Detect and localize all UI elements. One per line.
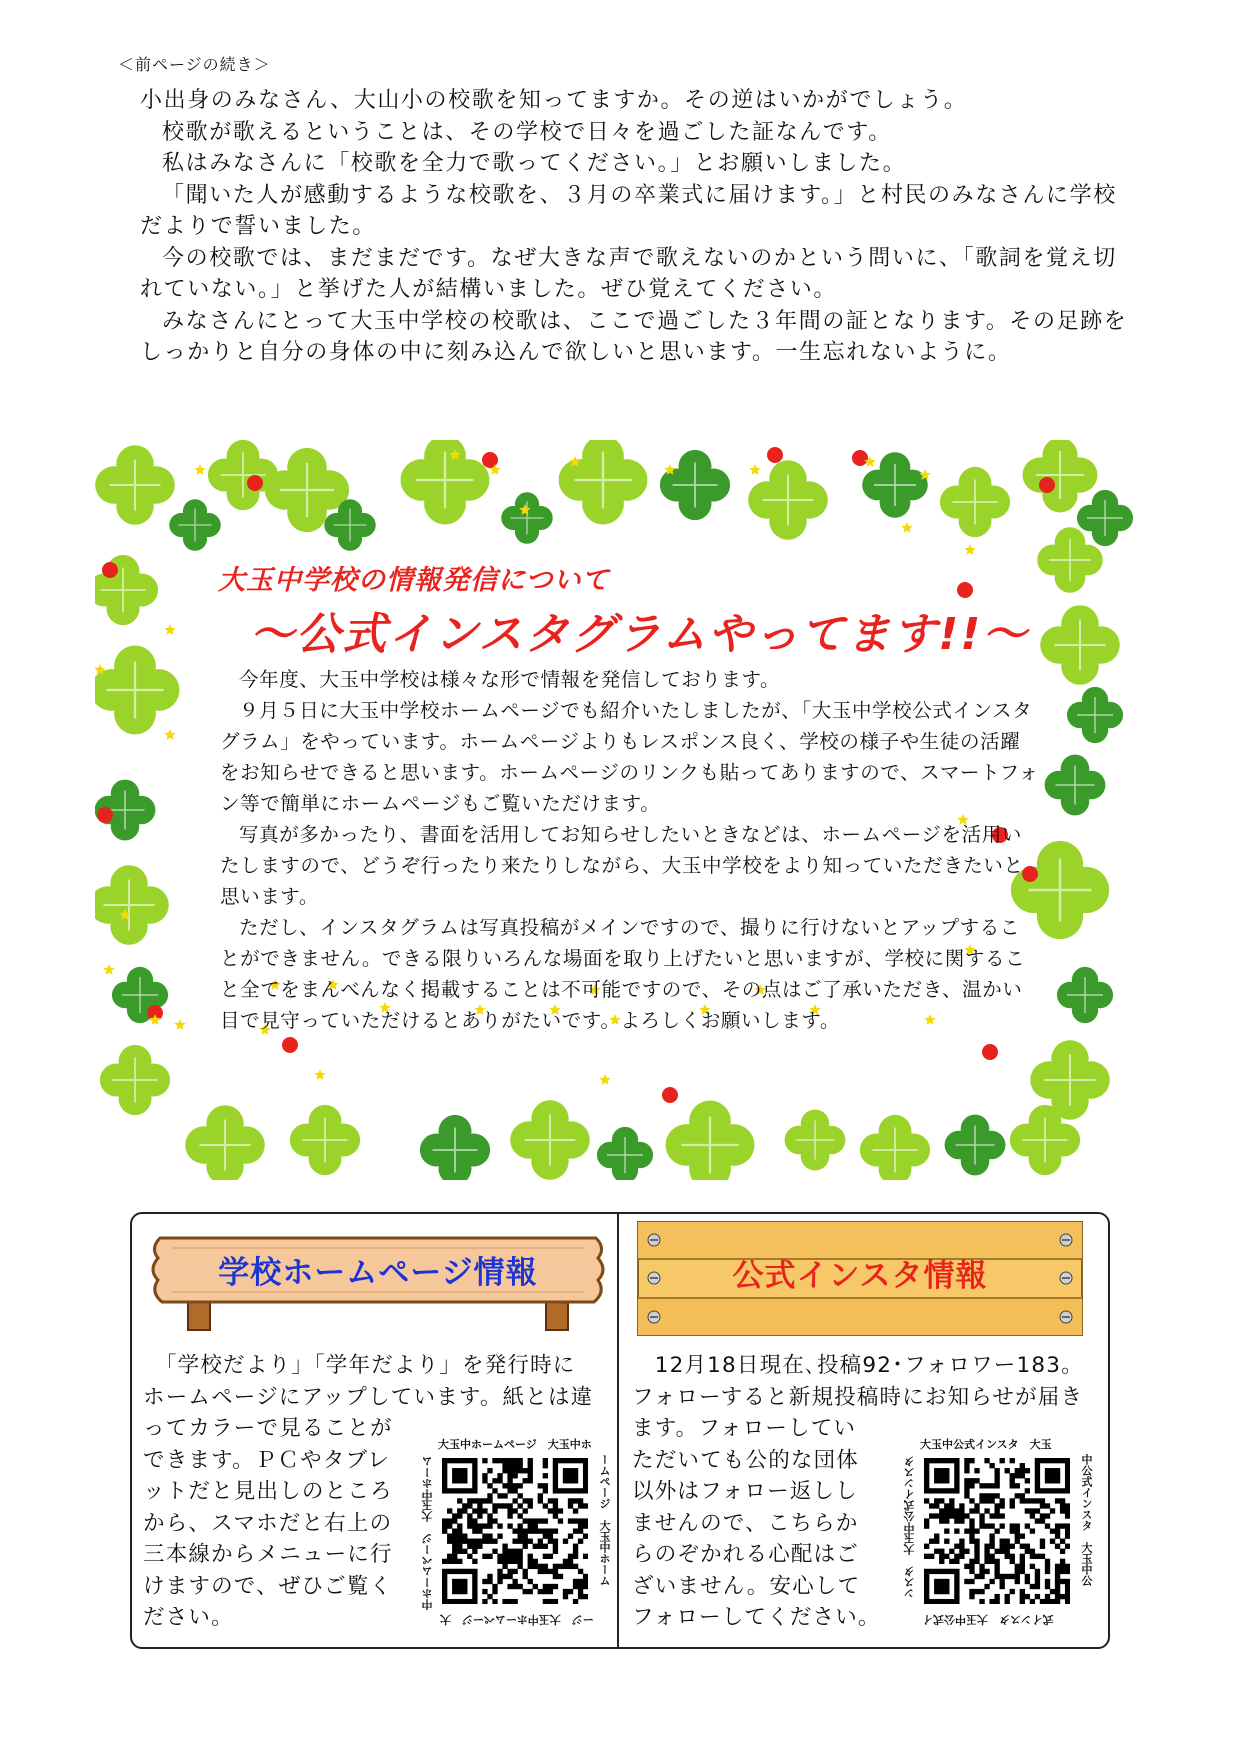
instagram-text-line: ざいません。安心して	[632, 1573, 861, 1599]
homepage-qr-caption-bottom: ージ 大玉中ホームページ 大	[440, 1613, 594, 1626]
red-berry-icon	[247, 475, 263, 491]
intro-paragraph: みなさんにとって大玉中学校の校歌は、ここで過ごした３年間の証となります。その足跡をしっかりと自分の身体の中に刻み込んで欲しいと思います。一生忘れないように。	[140, 308, 1128, 365]
info-divider	[617, 1213, 619, 1647]
homepage-text-line: ットだと見出しのところ	[143, 1479, 393, 1504]
clover-icon	[169, 499, 220, 550]
homepage-text-line: できます。ＰＣやタブレ	[143, 1447, 391, 1473]
instagram-qr-caption-right: 中公式インスタ 大玉中公	[1080, 1454, 1093, 1586]
intro-paragraph: 小出身のみなさん、大山小の校歌を知ってますか。その逆はいかがでしょう。	[140, 88, 968, 113]
intro-paragraph: 私はみなさんに「校歌を全力で歌ってください。」とお願いしました。	[162, 151, 907, 176]
clover-icon	[597, 1127, 653, 1180]
clover-icon	[1067, 687, 1123, 743]
sns-paragraph: ９月５日に大玉中学校ホームページでも紹介いたしましたが、「大玉中学校公式インスタグラム」をやっています。ホームページよりもレスポンス良く、学校の様子や生徒の活躍をお知らせできると思います。ホームページのリンクも貼ってありますので、スマートフォン等で簡単にホームページもご覧いただけます。	[220, 699, 1039, 815]
homepage-qr-block	[420, 1436, 610, 1626]
red-berry-icon	[957, 582, 973, 598]
instagram-qr-caption-top: 大玉中公式インスタ 大玉	[920, 1438, 1052, 1451]
clover-icon	[95, 865, 169, 945]
clover-icon	[785, 1110, 846, 1171]
red-berry-icon	[662, 1087, 678, 1103]
sns-paragraph: 今年度、大玉中学校は様々な形で情報を発信しております。	[239, 668, 781, 691]
instagram-qr-code[interactable]	[924, 1458, 1070, 1604]
clover-icon	[748, 460, 828, 540]
homepage-qr-caption-right: ームページ 大玉中ホーム	[598, 1454, 611, 1586]
instagram-text-line: ただいても公的な団体	[632, 1447, 860, 1473]
instagram-text-line: フォローすると新規投稿時にお知らせが届き	[632, 1384, 1084, 1410]
star-icon	[749, 464, 760, 475]
instagram-text-line: ます。フォローしてい	[632, 1416, 857, 1441]
red-berry-icon	[982, 1044, 998, 1060]
instagram-text-line: 12月18日現在､投稿92･フォロワー183｡	[632, 1353, 1074, 1378]
clover-icon	[290, 1105, 360, 1175]
sns-paragraph: ただし、インスタグラムは写真投稿がメインですので、撮りに行けないとアップすることができません。できる限りいろんな場面を取り上げたいと思いますが、学校に関すること全てをまんべんなく掲載することは不可能ですので、その点はご了承いただき、温かい目で見守っていただけるとありがたいです。よろしくお願いします。	[220, 916, 1026, 1032]
clover-icon	[420, 1115, 490, 1180]
clover-icon	[945, 1115, 1006, 1176]
clover-icon	[860, 1115, 930, 1180]
star-icon	[314, 1069, 325, 1080]
continued-label: ＜前ページの続き＞	[118, 55, 271, 74]
instagram-text-line: フォローしてください。	[632, 1605, 881, 1630]
homepage-text-line: けますので、ぜひご覧く	[143, 1573, 393, 1599]
red-berry-icon	[1039, 477, 1055, 493]
star-icon	[964, 544, 975, 555]
clover-icon	[501, 492, 552, 543]
sns-title: ～公式インスタグラムやってます!!～	[250, 609, 1029, 660]
red-berry-icon	[767, 447, 783, 463]
sns-heading: 大玉中学校の情報発信について	[218, 565, 610, 596]
homepage-qr-code[interactable]	[442, 1458, 588, 1604]
clover-icon	[100, 1045, 170, 1115]
star-icon	[174, 1019, 185, 1030]
sns-paragraph: 写真が多かったり、書面を活用してお知らせしたいときなどは、ホームページを活用いたしますので、どうぞ行ったり来たりしながら、大玉中学校をより知っていただきたいと思います。	[220, 823, 1024, 908]
clover-icon	[95, 646, 179, 735]
instagram-qr-caption-left: ンスタ 大玉中公式インスタ	[903, 1456, 916, 1599]
red-berry-icon	[282, 1037, 298, 1053]
clover-icon	[1023, 440, 1098, 512]
clover-icon	[510, 1100, 590, 1180]
sns-body	[220, 664, 1040, 1036]
homepage-qr-caption-left: 中ホームページ 大玉中ホーム	[421, 1456, 434, 1610]
clover-icon	[666, 1101, 755, 1180]
homepage-text-line: ださい。	[143, 1605, 234, 1630]
instagram-qr-caption-bottom: 式インスタ 大玉中公式イ	[922, 1613, 1054, 1626]
intro-paragraph: 「聞いた人が感動するような校歌を、３月の卒業式に届けます。」と村民のみなさんに学校だよりで誓いました。	[140, 182, 1117, 239]
star-icon	[103, 964, 114, 975]
intro-paragraph: 今の校歌では、まだまだです。なぜ大きな声で歌えないのかという問いに、「歌詞を覚え切れていない。」と挙げた人が結構いました。ぜひ覚えてください。	[140, 245, 1117, 302]
homepage-sign-title: 学校ホームページ情報	[218, 1255, 538, 1291]
homepage-qr-caption-top: 大玉中ホームページ 大玉中ホ	[438, 1438, 592, 1451]
clover-icon	[559, 440, 648, 524]
clover-icon	[95, 445, 175, 525]
homepage-text-line: ホームページにアップしています。紙とは違	[143, 1384, 594, 1410]
clover-icon	[1077, 490, 1133, 546]
homepage-text-line: ってカラーで見ることが	[143, 1416, 393, 1441]
homepage-text-line: 「学校だより」「学年だより」を発行時に	[143, 1353, 576, 1378]
clover-icon	[660, 450, 730, 520]
red-berry-icon	[852, 450, 868, 466]
clover-icon	[1045, 755, 1106, 816]
intro-text	[140, 85, 1130, 369]
clover-icon	[401, 440, 490, 524]
star-icon	[194, 464, 205, 475]
clover-icon	[1040, 605, 1120, 685]
instagram-text-line: ませんので、こちらか	[632, 1510, 859, 1536]
clover-icon	[185, 1105, 265, 1180]
star-icon	[164, 624, 175, 635]
star-icon	[599, 1074, 610, 1085]
star-icon	[164, 729, 175, 740]
homepage-text-line: 三本線からメニューに行	[143, 1542, 393, 1567]
star-icon	[901, 522, 912, 533]
homepage-text-line: から、スマホだと右上の	[143, 1510, 393, 1536]
instagram-board-title: 公式インスタ情報	[732, 1258, 988, 1294]
instagram-text-line: 以外はフォロー返しし	[632, 1479, 858, 1504]
clover-icon	[1057, 967, 1113, 1023]
red-berry-icon	[102, 562, 118, 578]
red-berry-icon	[97, 807, 113, 823]
instagram-text-line: らのぞかれる心配はご	[632, 1542, 860, 1567]
instagram-qr-block	[902, 1436, 1092, 1626]
intro-paragraph: 校歌が歌えるということは、その学校で日々を過ごした証なんです。	[162, 119, 892, 145]
clover-icon	[940, 467, 1010, 537]
